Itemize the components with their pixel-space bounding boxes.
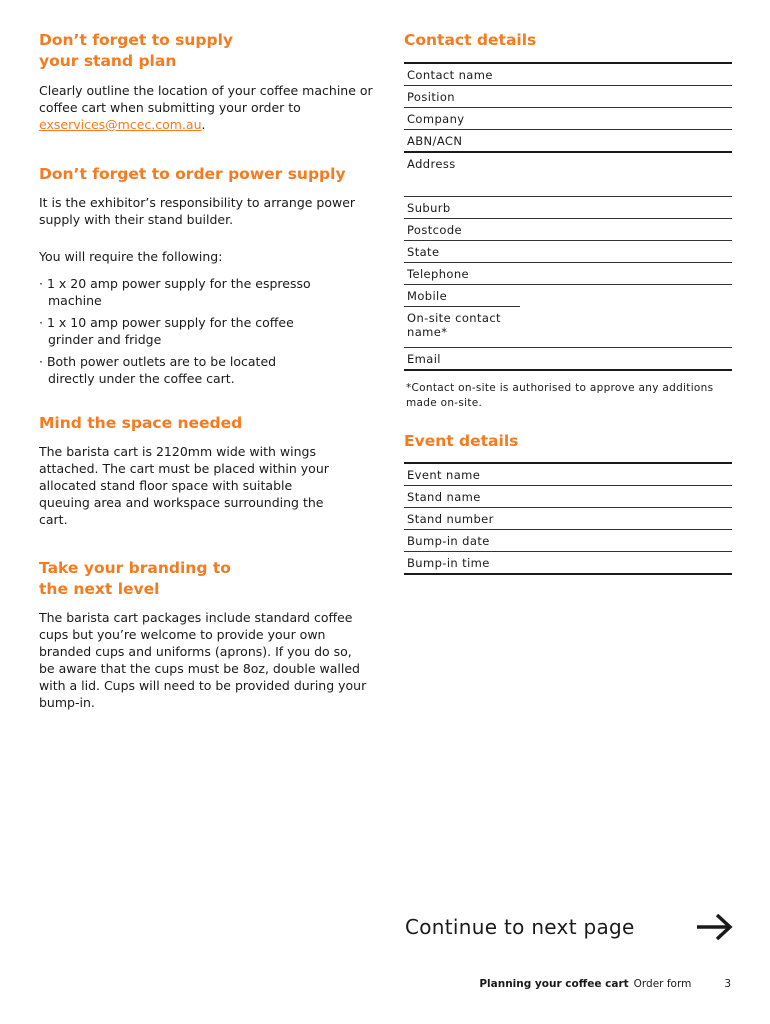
bump-in-date-field[interactable]: Bump-in date — [404, 529, 732, 551]
space-heading: Mind the space needed — [39, 414, 243, 432]
postcode-field[interactable]: Postcode — [404, 218, 732, 240]
mobile-field[interactable]: Mobile — [404, 284, 732, 306]
page-footer — [479, 978, 731, 990]
onsite-note: *Contact on-site is authorised to approve any additions made on-site. — [406, 382, 714, 409]
power-bullet-list — [39, 275, 319, 387]
power-require: You will require the following: — [39, 249, 223, 264]
abn-acn-field[interactable]: ABN/ACN — [404, 129, 732, 151]
stand-plan-text: Clearly outline the location of your coffee machine or coffee cart when submitting your order to — [39, 83, 373, 115]
contact-form — [404, 62, 732, 371]
left-column — [39, 30, 374, 711]
list-item: · Both power outlets are to be located directly under the coffee cart. — [39, 354, 277, 386]
continue-button[interactable] — [405, 912, 735, 942]
arrow-right-icon — [695, 912, 735, 942]
event-heading: Event details — [404, 432, 519, 450]
stand-plan-body — [39, 82, 374, 133]
right-column — [404, 30, 732, 575]
page-number: 3 — [724, 978, 731, 990]
event-form — [404, 462, 732, 575]
address-field[interactable]: Address — [404, 151, 732, 196]
space-body: The barista cart is 2120mm wide with wings attached. The cart must be placed within your allocated stand floor space with suitable queuing area and workspace surrounding the cart. — [39, 444, 329, 527]
position-field[interactable]: Position — [404, 85, 732, 107]
state-field[interactable]: State — [404, 240, 732, 262]
stand-number-field[interactable]: Stand number — [404, 507, 732, 529]
branding-heading: Take your branding to the next level — [39, 559, 231, 598]
power-heading: Don’t forget to order power supply — [39, 165, 346, 183]
continue-label: Continue to next page — [405, 915, 635, 939]
suburb-field[interactable]: Suburb — [404, 196, 732, 218]
bump-in-time-field[interactable]: Bump-in time — [404, 551, 732, 573]
list-item: · 1 x 20 amp power supply for the espresso machine — [39, 276, 311, 308]
contact-heading: Contact details — [404, 31, 537, 49]
stand-name-field[interactable]: Stand name — [404, 485, 732, 507]
list-item: · 1 x 10 amp power supply for the coffee grinder and fridge — [39, 315, 294, 347]
contact-name-field[interactable]: Contact name — [407, 68, 493, 82]
email-link[interactable]: exservices@mcec.com.au — [39, 117, 202, 132]
company-field[interactable]: Company — [404, 107, 732, 129]
email-field[interactable]: Email — [404, 347, 732, 369]
power-body: It is the exhibitor’s responsibility to arrange power supply with their stand builder. — [39, 195, 356, 227]
stand-plan-text-end: . — [201, 117, 206, 132]
branding-body: The barista cart packages include standard coffee cups but you’re welcome to provide your own branded cups and uniforms (aprons). If you do so, be aware that the cups must be 8oz, double walled with a lid. Cups will need to be provided during your bump-in. — [39, 610, 367, 710]
footer-subtitle: Order form — [633, 978, 692, 990]
footer-title: Planning your coffee cart — [479, 978, 629, 990]
onsite-contact-field[interactable]: On-site contact name* — [404, 306, 520, 347]
stand-plan-heading: Don’t forget to supply your stand plan — [39, 31, 234, 70]
telephone-field[interactable]: Telephone — [404, 262, 732, 284]
event-name-field[interactable]: Event name — [407, 468, 481, 482]
